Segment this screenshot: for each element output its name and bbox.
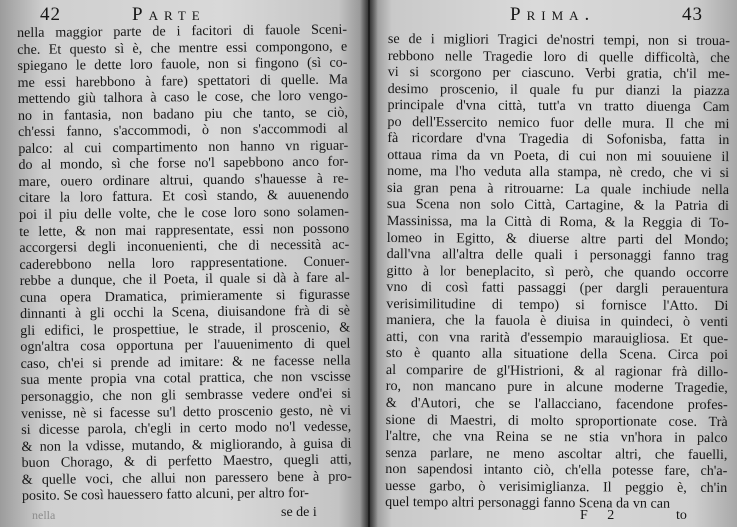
left-page-text-line: personaggio, che non gli sembrasse vedere ond'ei si bbox=[20, 385, 351, 406]
right-page-text-line: maniera, che la fauola è diuisa in quindeci, ò venti bbox=[386, 312, 729, 331]
right-page-text-line: dall'vna all'altra delle quali i personaggi fanno trag bbox=[386, 246, 729, 265]
right-page-text-line: uesse garbo, ò verisimiglianza. Il peggio è, ch'in bbox=[385, 477, 728, 496]
right-page-text-line: gitto à lor beneplacito, sì però, che quando occorre bbox=[386, 262, 729, 281]
right-page-text-line: desimo proscenio, il quale fu pur dianzi la piazza bbox=[387, 80, 730, 99]
left-page-text-line: accorgersi degli inconuenienti, che di necessità ac- bbox=[19, 236, 350, 257]
left-page-text-line: & non la vdisse, mutando, & migliorando, à guisa di bbox=[21, 435, 352, 455]
right-catchword: to bbox=[676, 508, 687, 523]
right-page-text-line: sione di Maestri, di molto sproportionate cose. Trà bbox=[385, 411, 728, 430]
left-page-text-line: me essi harebbono à fare) spettatori di quelle. Ma bbox=[17, 71, 348, 91]
left-page-text-line: ogn'altra cosa opportuna per l'auuenimento di quel bbox=[20, 335, 351, 356]
left-page-text-line: si dicesse parola, ch'egli in certo modo no'l vedesse, bbox=[21, 418, 352, 439]
right-running-head: Prima. bbox=[510, 4, 596, 25]
right-page-text-line: senza parlare, ne meno ascoltar altri, che fauelli, bbox=[385, 444, 728, 463]
right-page-text-line: sua Scena non solo Città, Cartagine, & la Patria di bbox=[386, 196, 729, 215]
right-page-text-line: sto è quanto alla situatione della Scena. Circa poi bbox=[385, 345, 729, 364]
left-page-text-line: citare la loro fattura. Et così stando, & auuenendo bbox=[18, 187, 349, 207]
left-page-text-line: buon Chorago, & di perfetto Maestro, quegli atti, bbox=[21, 451, 352, 472]
right-page-text-line: & d'Autori, che se l'allacciano, facendone profes- bbox=[385, 395, 728, 414]
right-page-header bbox=[370, 4, 737, 26]
left-running-head: Parte bbox=[132, 4, 206, 25]
left-page-text-line: palco: al cui compartimento non hanno vn riguar- bbox=[18, 137, 349, 157]
left-page-text-line: spiegano le dette loro fauole, non si fingono (sì co- bbox=[17, 54, 348, 75]
left-page-text-line: do al mondo, sì che forse no'l sapebbono anco for- bbox=[18, 153, 349, 174]
right-page-text-line: rebbono nelle Tragedie loro di quelle difficoltà, che bbox=[387, 47, 730, 66]
right-page-text-line: vi si scorgono per ciascuno. Verbi gratia, ch'il me- bbox=[387, 64, 730, 83]
left-page-text-line: dinnanti à gli occhi la Scena, diuisandone frà di sè bbox=[19, 302, 351, 323]
right-page-text-line: vno di così fatti passaggi (per dargli perauentura bbox=[386, 279, 729, 298]
right-page-text-line: po dell'Essercito nemico fuor delle mura. Il che mi bbox=[387, 113, 730, 132]
right-page-body bbox=[385, 31, 730, 513]
left-page-text-line: che. Et questo sì è, che mentre essi compongono, e bbox=[17, 38, 348, 58]
left-page-number: 42 bbox=[40, 4, 61, 25]
right-page-text-line: ottaua rima da vn Poeta, di cui non mi souuiene il bbox=[387, 146, 730, 165]
left-page-body bbox=[17, 22, 352, 505]
right-page-text-line: al comparire de gl'Histrioni, & al ragionar frà dillo- bbox=[385, 361, 728, 381]
left-page-text-line: posito. Se così hauessero fatto alcuni, per altro for- bbox=[21, 485, 310, 505]
right-page-text-line: non sapendosi intanto ciò, ch'ella potesse fare, ch'a- bbox=[385, 461, 728, 480]
left-page-text-line: rebbe a dunque, che il Poeta, il quale si dà à fare al- bbox=[19, 269, 350, 290]
left-page-text-line: poi il piu delle volte, che le cose loro sono solamen- bbox=[18, 203, 350, 224]
left-page-text-line: gli edifici, le prospettiue, le strade, il proscenio, & bbox=[20, 319, 351, 339]
right-page-text-line: ro, non mancano pure in alcune moderne Tragedie, bbox=[385, 378, 728, 397]
right-page-text-line: nome, ma l'ho veduta alla stampa, nè credo, che vi si bbox=[387, 163, 730, 182]
bleed-through-text: nella bbox=[32, 508, 56, 522]
left-page-text-line: sua mente propia vna cotal prattica, che non vscisse bbox=[20, 369, 351, 389]
left-page-text-line: mare, ouero ordinare altrui, quando s'hauesse à re- bbox=[18, 170, 349, 190]
left-page-text-line: ch'essi fanno, s'accommodi, ò non s'accommodi al bbox=[18, 120, 349, 141]
right-page-text-line: fà ricordare d'vna Tragedia di Sofonisba, fatta in bbox=[387, 130, 730, 149]
left-page-text-line: te lette, & non mai rappresentate, essi non possono bbox=[19, 220, 350, 240]
left-page-text-line: no in fantasia, non badano piu che tanto, se ciò, bbox=[17, 104, 349, 124]
right-page-text-line: Massinissa, ma la Città di Roma, & la Reggia di To- bbox=[386, 213, 729, 232]
left-page-text-line: nella maggior parte de i facitori di fauole Sceni- bbox=[17, 21, 348, 41]
right-page-text-line: l'altre, che vna Reina se ne stia vn'hora in palco bbox=[385, 428, 728, 447]
left-page-text-line: mettendo giù talhora à caso le cose, che loro vengo- bbox=[17, 87, 348, 108]
book-gutter bbox=[360, 0, 378, 527]
left-page-text-line: & quelle voci, che allui non paressero bene à pro- bbox=[21, 468, 352, 488]
left-page-text-line: venisse, nè si facesse su'l detto proscenio gesto, nè vi bbox=[20, 402, 352, 422]
right-page-text-line: atti, con vna rarità d'essempio marauigliosa. Et que- bbox=[386, 328, 729, 347]
right-page-text-line: verisimilitudine di tempo) si fornisce l'Atto. Di bbox=[386, 295, 729, 314]
right-page-text-line: lomeo in Egitto, & diuerse altre parti del Mondo; bbox=[386, 229, 729, 248]
left-page-text-line: cuna opera Dramatica, primieramente si figurasse bbox=[19, 286, 350, 306]
left-catchword: se de i bbox=[281, 505, 317, 520]
left-page-text-line: caderebbono nella loro rappresentatione. Conuer- bbox=[19, 253, 350, 273]
left-page-text-line: caso, ch'ei si prende ad imitare: & ne facesse nella bbox=[20, 352, 351, 372]
right-page-number: 43 bbox=[682, 4, 703, 25]
signature-mark: F 2 bbox=[580, 508, 623, 523]
right-page-text-line: se de i migliori Tragici de'nostri tempi, non si troua- bbox=[387, 31, 730, 50]
right-page-text-line: sia gran pena à ritrouarne: La quale inchiude nella bbox=[386, 179, 730, 199]
right-page bbox=[370, 0, 737, 527]
right-page-text-line: quel tempo altri personaggi fanno Scena da vn can bbox=[385, 494, 671, 513]
right-page-text-line: principale d'vna città, tutt'a vn tratto diuenga Cam bbox=[387, 97, 730, 116]
left-page bbox=[0, 0, 368, 527]
